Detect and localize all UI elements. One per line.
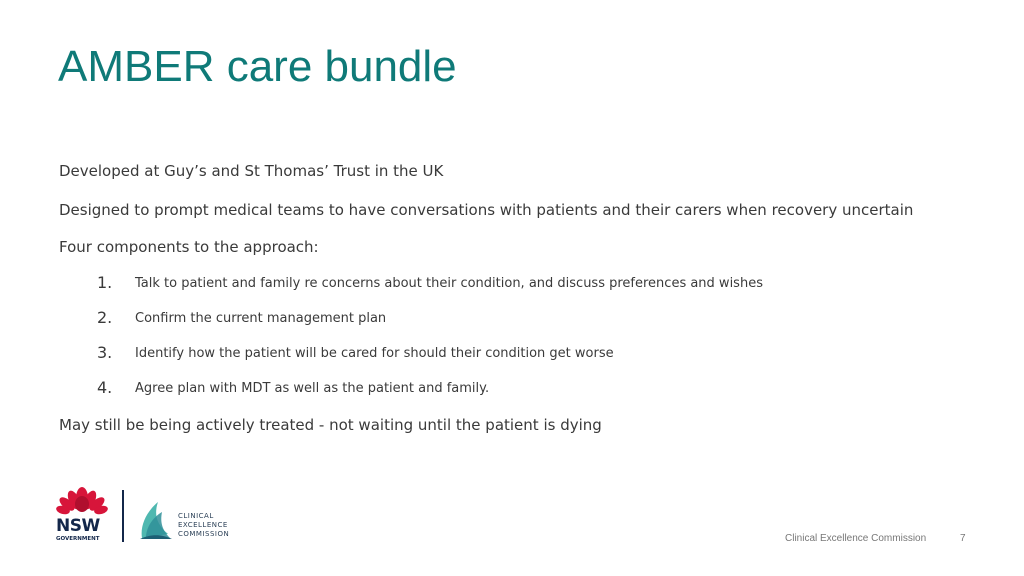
footer-organisation: Clinical Excellence Commission (785, 533, 927, 544)
page-number: 7 (960, 533, 966, 544)
list-item-number: 1. (97, 273, 113, 292)
nsw-government-label: GOVERNMENT (56, 536, 100, 542)
waratah-icon (54, 484, 110, 518)
cec-wordmark-line: EXCELLENCE (178, 521, 228, 529)
intro-paragraph: Developed at Guy’s and St Thomas’ Trust in the UK (59, 162, 444, 180)
cec-logo-icon (138, 500, 172, 540)
list-item-text: Agree plan with MDT as well as the patient and family. (135, 381, 490, 396)
list-item-number: 2. (97, 308, 113, 327)
list-item-number: 4. (97, 378, 113, 397)
nsw-government-logo (54, 484, 110, 546)
closing-paragraph: May still be being actively treated - not waiting until the patient is dying (59, 416, 602, 434)
logo-divider (122, 490, 124, 542)
list-item-number: 3. (97, 343, 113, 362)
components-heading: Four components to the approach: (59, 238, 319, 256)
footer-logos (54, 484, 254, 548)
cec-wordmark (178, 512, 229, 539)
list-item-text: Talk to patient and family re concerns about their condition, and discuss preferences and wishes (135, 276, 763, 291)
cec-wordmark-line: CLINICAL (178, 512, 214, 520)
purpose-paragraph: Designed to prompt medical teams to have conversations with patients and their carers when recovery uncertain (59, 201, 914, 219)
list-item-text: Identify how the patient will be cared for should their condition get worse (135, 346, 614, 361)
cec-wordmark-line: COMMISSION (178, 530, 230, 538)
slide-title: AMBER care bundle (58, 42, 457, 91)
nsw-wordmark: NSW (56, 516, 100, 536)
list-item-text: Confirm the current management plan (135, 311, 387, 326)
